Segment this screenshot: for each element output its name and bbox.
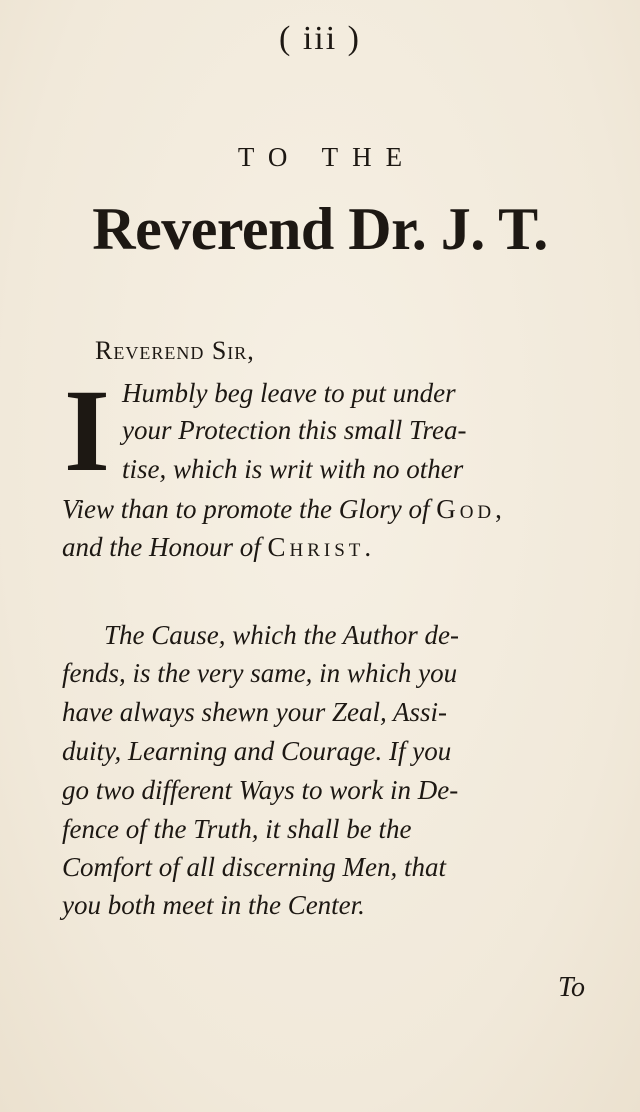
dedication-name: Reverend Dr. J. T. bbox=[92, 196, 548, 262]
page-number: ( iii ) bbox=[279, 20, 361, 57]
paragraph-1-line-4-text: View than to promote the Glory of bbox=[62, 494, 437, 524]
paragraph-2-line-8: you both meet in the Center. bbox=[62, 890, 365, 920]
paragraph-1-line-5 bbox=[62, 532, 375, 563]
paragraph-2-line-4: duity, Learning and Courage. If you bbox=[62, 736, 452, 766]
paragraph-2-line-6: fence of the Truth, it shall be the bbox=[62, 814, 412, 844]
paragraph-1-line-3: tise, which is writ with no other bbox=[122, 454, 464, 484]
paragraph-2-line-1: The Cause, which the Author de- bbox=[104, 620, 459, 650]
dedication-to-the: TO THE bbox=[237, 142, 417, 172]
paragraph-1-line-4 bbox=[62, 494, 506, 525]
paragraph-1-line-5-text: and the Honour of bbox=[62, 532, 268, 562]
catchword: To bbox=[558, 972, 586, 1003]
drop-cap: I bbox=[64, 365, 110, 496]
paragraph-2-line-5: go two different Ways to work in De- bbox=[62, 775, 459, 805]
paragraph-2-line-3: have always shewn your Zeal, Assi- bbox=[62, 697, 447, 727]
word-christ: Christ. bbox=[267, 532, 376, 562]
paragraph-1-line-1: Humbly beg leave to put under bbox=[122, 378, 456, 408]
word-god: God, bbox=[436, 494, 506, 524]
salutation: Reverend Sir, bbox=[95, 336, 255, 365]
paragraph-2-line-2: fends, is the very same, in which you bbox=[62, 658, 458, 688]
paragraph-1-line-2: your Protection this small Trea- bbox=[122, 415, 467, 445]
paragraph-2-line-7: Comfort of all discerning Men, that bbox=[62, 852, 446, 882]
